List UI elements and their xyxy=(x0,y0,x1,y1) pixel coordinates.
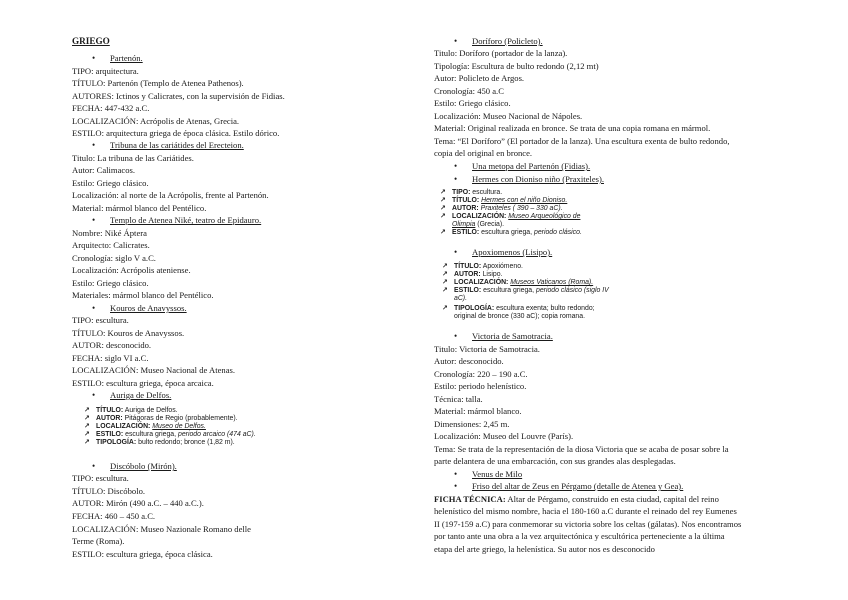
hermes-estilo: ↗ ESTILO: escultura griega, periodo clásico. xyxy=(440,229,582,236)
text-line: Tema: “El Doríforo” (El portador de la lanza). Una escultura exenta de bulto redondo, xyxy=(434,136,730,146)
text-line: TIPO: escultura. xyxy=(72,315,129,325)
text-line: LOCALIZACIÓN: Museo Nacional de Atenas. xyxy=(72,365,236,375)
text-line: parte delantera de una embarcación, con sus grandes alas desplegadas. xyxy=(434,456,676,466)
text-line: Localización: Museo del Louvre (París). xyxy=(434,431,574,441)
heading-partenon: • Partenón. xyxy=(92,53,143,64)
text-line: AUTOR: desconocido. xyxy=(72,340,152,350)
text-line: Materiales: mármol blanco del Pentélico. xyxy=(72,290,214,300)
text-line: Material: Original realizada en bronce. Se trata de una copia romana en mármol. xyxy=(434,123,711,133)
text-line: Autor: Calimacos. xyxy=(72,165,136,175)
auriga-titulo: ↗ TÍTULO: Auriga de Delfos. xyxy=(84,407,178,414)
text-line: Localización: al norte de la Acrópolis, frente al Partenón. xyxy=(72,190,269,200)
arrow-icon: ↗ xyxy=(440,197,446,204)
auriga-estilo: ↗ ESTILO: escultura griega, periodo arcaico (474 aC). xyxy=(84,431,256,438)
heading-nike: • Templo de Atenea Niké, teatro de Epidauro. xyxy=(92,215,261,226)
hermes-localizacion-cont: Olimpia (Grecia). xyxy=(452,221,505,228)
text-line: Estilo: Griego clásico. xyxy=(72,278,149,288)
heading-kouros: • Kouros de Anavyssos. xyxy=(92,303,187,314)
text-line: Estilo: Griego clásico. xyxy=(434,98,511,108)
arrow-icon: ↗ xyxy=(440,205,446,212)
auriga-tipologia: ↗ TIPOLOGÍA: bulto redondo; bronce (1,82 m). xyxy=(84,439,235,446)
text-line: Arquitecto: Calicrates. xyxy=(72,240,150,250)
arrow-icon: ↗ xyxy=(84,439,90,446)
text-line: Material: mármol blanco del Pentélico. xyxy=(72,203,207,213)
arrow-icon: ↗ xyxy=(442,305,448,312)
text-line: ESTILO: arquitectura griega de época clásica. Estilo dórico. xyxy=(72,128,280,138)
text-line: copia del original en bronce. xyxy=(434,148,533,158)
arrow-icon: ↗ xyxy=(84,431,90,438)
text-line: Material: mármol blanco. xyxy=(434,406,522,416)
apox-autor: ↗ AUTOR: Lisipo. xyxy=(442,271,503,278)
text-line: II (197-159 a.C) para conmemorar su victoria sobre los celtas (gálatas). Nos encontramos xyxy=(434,519,742,529)
text-line: Dimensiones: 2,45 m. xyxy=(434,419,510,429)
heading-discobolo: • Discóbolo (Mirón). xyxy=(92,461,177,472)
arrow-icon: ↗ xyxy=(442,279,448,286)
apox-estilo: ↗ ESTILO: escultura griega, periodo clásico (siglo IV xyxy=(442,287,609,294)
heading-venus: • Venus de Milo xyxy=(454,469,522,480)
hermes-tipo: ↗ TIPO: escultura. xyxy=(440,189,503,196)
text-line: TÍTULO: Discóbolo. xyxy=(72,486,146,496)
heading-apoxiomenos: • Apoxiomenos (Lisipo). xyxy=(454,247,552,258)
text-line: TIPO: arquitectura. xyxy=(72,66,139,76)
text-line: etapa del arte griego, la helenística. Su autor nos es desconocido xyxy=(434,544,655,554)
arrow-icon: ↗ xyxy=(440,189,446,196)
apox-tipologia-cont: original de bronce (330 aC); copia romana. xyxy=(454,313,585,320)
text-line: FECHA: 460 – 450 a.C. xyxy=(72,511,156,521)
apox-tipologia: ↗ TIPOLOGÍA: escultura exenta; bulto redondo; xyxy=(442,305,595,312)
text-line: Técnica: talla. xyxy=(434,394,483,404)
text-line: ESTILO: escultura griega, época clásica. xyxy=(72,549,213,559)
apox-localizacion: ↗ LOCALIZACIÓN: Museos Vaticanos (Roma). xyxy=(442,279,594,286)
text-line: Localización: Acrópolis ateniense. xyxy=(72,265,191,275)
text-line: Estilo: Griego clásico. xyxy=(72,178,149,188)
heading-hermes: • Hermes con Dioniso niño (Praxiteles). xyxy=(454,174,604,185)
text-line: TÍTULO: Kouros de Anavyssos. xyxy=(72,328,185,338)
text-line: Titulo: Victoria de Samotracia. xyxy=(434,344,540,354)
text-line: Tema: Se trata de la representación de la diosa Victoria que se acaba de posar sobre la xyxy=(434,444,729,454)
text-line: Titulo: Doríforo (portador de la lanza). xyxy=(434,48,568,58)
heading-metopa: • Una metopa del Partenón (Fidias). xyxy=(454,161,590,172)
text-line: Titulo: La tribuna de las Cariátides. xyxy=(72,153,194,163)
arrow-icon: ↗ xyxy=(442,287,448,294)
heading-friso: • Friso del altar de Zeus en Pérgamo (detalle de Atenea y Gea). xyxy=(454,481,683,492)
arrow-icon: ↗ xyxy=(442,263,448,270)
text-line: Autor: Policleto de Argos. xyxy=(434,73,525,83)
text-line: AUTORES: Ictinos y Calicrates, con la supervisión de Fidias. xyxy=(72,91,285,101)
hermes-titulo: ↗ TÍTULO: Hermes con el niño Dioniso. xyxy=(440,197,568,204)
ficha-tecnica: FICHA TÉCNICA: Altar de Pérgamo, construido en esta ciudad, capital del reino xyxy=(434,494,719,504)
page-title: GRIEGO xyxy=(72,36,110,46)
auriga-autor: ↗ AUTOR: Pitágoras de Regio (probablemente). xyxy=(84,415,238,422)
auriga-localizacion: ↗ LOCALIZACIÓN: Museo de Delfos. xyxy=(84,423,206,430)
apox-estilo-cont: aC). xyxy=(454,295,468,302)
text-line: Cronología: 450 a.C xyxy=(434,86,504,96)
text-line: por tanto ante una obra a la vez arquitectónica y escultórica perteneciente a la última xyxy=(434,531,725,541)
text-line: TIPO: escultura. xyxy=(72,473,129,483)
text-line: Estilo: periodo helenístico. xyxy=(434,381,527,391)
heading-auriga: • Auriga de Delfos. xyxy=(92,390,171,401)
text-line: Autor: desconocido. xyxy=(434,356,504,366)
text-line: ESTILO: escultura griega, época arcaica. xyxy=(72,378,214,388)
text-line: LOCALIZACIÓN: Museo Nazionale Romano delle xyxy=(72,524,251,534)
text-line: FECHA: siglo VI a.C. xyxy=(72,353,149,363)
arrow-icon: ↗ xyxy=(84,423,90,430)
text-line: Terme (Roma). xyxy=(72,536,125,546)
text-line: TÍTULO: Partenón (Templo de Atenea Pathenos). xyxy=(72,78,244,88)
text-line: Nombre: Niké Áptera xyxy=(72,228,147,238)
heading-cariatides: • Tribuna de las cariátides del Erecteion. xyxy=(92,140,244,151)
hermes-autor: ↗ AUTOR: Praxiteles ( 390 – 330 aC). xyxy=(440,205,563,212)
text-line: Localización: Museo Nacional de Nápoles. xyxy=(434,111,583,121)
arrow-icon: ↗ xyxy=(440,229,446,236)
text-line: helenístico del mismo nombre, hacia el 180-160 a.C durante el reinado del rey Eumenes xyxy=(434,506,737,516)
heading-victoria: • Victoria de Samotracia. xyxy=(454,331,553,342)
text-line: FECHA: 447-432 a.C. xyxy=(72,103,150,113)
text-line: LOCALIZACIÓN: Acrópolis de Atenas, Grecia. xyxy=(72,116,240,126)
arrow-icon: ↗ xyxy=(84,407,90,414)
text-line: Cronología: 220 – 190 a.C. xyxy=(434,369,528,379)
arrow-icon: ↗ xyxy=(440,213,446,220)
hermes-localizacion: ↗ LOCALIZACIÓN: Museo Arqueológico de xyxy=(440,213,581,220)
text-line: AUTOR: Mirón (490 a.C. – 440 a.C.). xyxy=(72,498,204,508)
arrow-icon: ↗ xyxy=(442,271,448,278)
arrow-icon: ↗ xyxy=(84,415,90,422)
apox-titulo: ↗ TÍTULO: Apoxiómeno. xyxy=(442,263,523,270)
heading-doriforo: • Doríforo (Policleto). xyxy=(454,36,543,47)
text-line: Tipología: Escultura de bulto redondo (2,12 mt) xyxy=(434,61,599,71)
text-line: Cronología: siglo V a.C. xyxy=(72,253,156,263)
